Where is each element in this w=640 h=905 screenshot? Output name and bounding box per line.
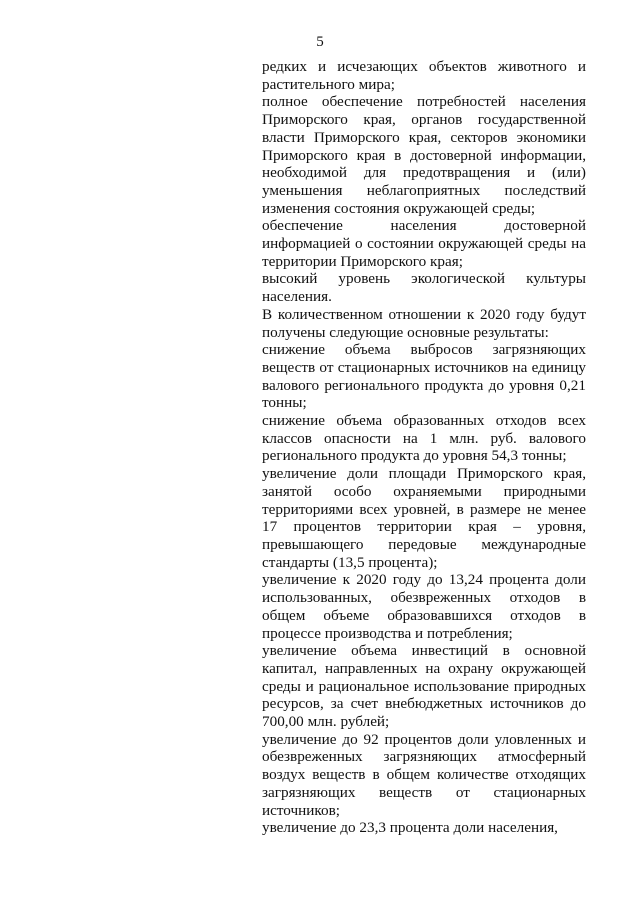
paragraph: увеличение до 23,3 процента доли населения, — [262, 819, 558, 837]
paragraph: снижение объема выбросов загрязняющих веществ от стационарных источников на единицу валового регионального продукта до уровня 0,21 тонны; — [262, 341, 586, 412]
paragraph: увеличение доли площади Приморского края, занятой особо охраняемыми природными территориями всех уровней, в размере не менее 17 процентов территории края – уровня, превышающего передовые международные стандарты (13,5 процента); — [262, 465, 586, 571]
paragraph: В количественном отношении к 2020 году будут получены следующие основные результаты: — [262, 305, 586, 341]
paragraph: увеличение объема инвестиций в основной капитал, направленных на охрану окружающей среды и рациональное использование природных ресурсов, за счет внебюджетных источников до 700,00 млн. рублей; — [262, 642, 586, 731]
body-text — [262, 58, 586, 837]
paragraph: увеличение к 2020 году до 13,24 процента доли использованных, обезвреженных отходов в общем объеме образовавшихся отходов в процессе производства и потребления; — [262, 571, 586, 642]
paragraph: редких и исчезающих объектов животного и растительного мира; — [262, 58, 586, 93]
paragraph: обеспечение населения достоверной информацией о состоянии окружающей среды на территории Приморского края; — [262, 217, 586, 270]
page-number: 5 — [316, 34, 324, 50]
paragraph: увеличение до 92 процентов доли уловленных и обезвреженных загрязняющих атмосферный воздух веществ в общем количестве отходящих загрязняющих веществ от стационарных источников; — [262, 730, 586, 819]
paragraph: полное обеспечение потребностей населения Приморского края, органов государственной власти Приморского края, секторов экономики Приморского края в достоверной информации, необходимой для предотвращения и (или) уменьшения неблагоприятных последствий изменения состояния окружающей среды; — [262, 93, 586, 217]
paragraph: снижение объема образованных отходов всех классов опасности на 1 млн. руб. валового регионального продукта до уровня 54,3 тонны; — [262, 412, 586, 465]
paragraph: высокий уровень экологической культуры населения. — [262, 270, 586, 306]
